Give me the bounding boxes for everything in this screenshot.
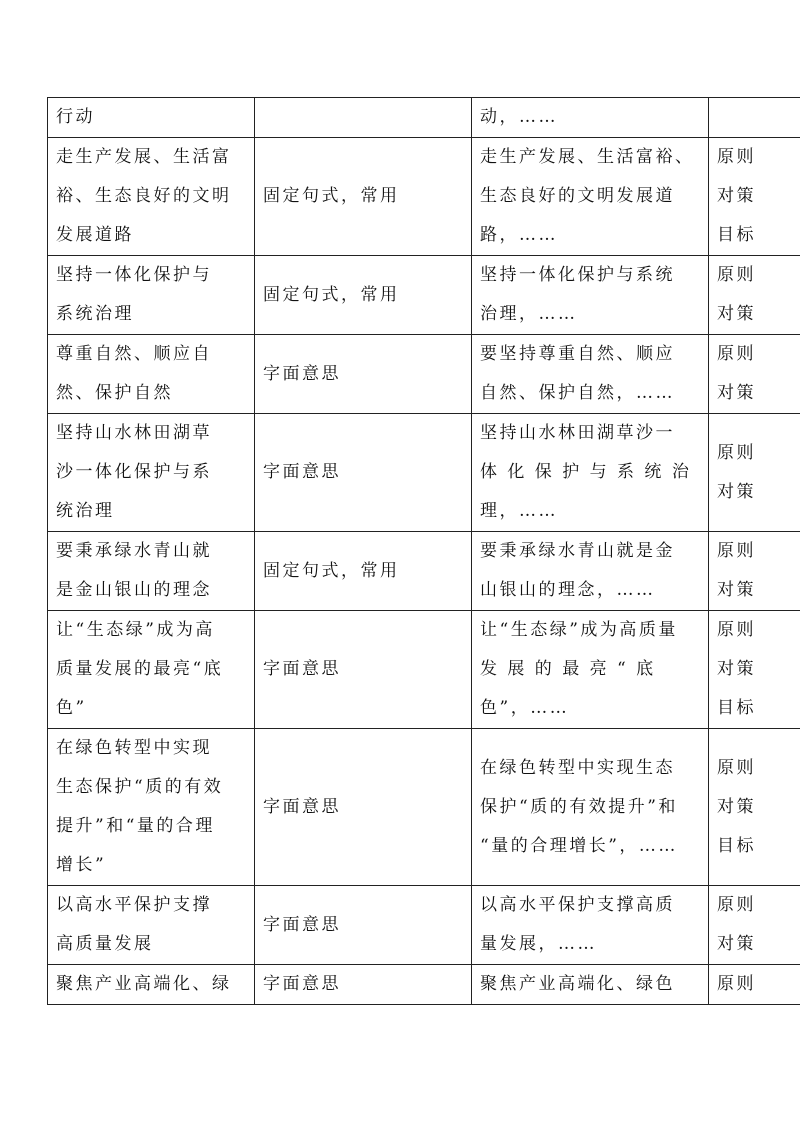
phrase-cell: 在绿色转型中实现 生态保护“质的有效 提升”和“量的合理 增长”: [48, 729, 255, 886]
expansion-cell: 动，……: [472, 98, 709, 138]
phrase-cell: 以高水平保护支撑 高质量发展: [48, 886, 255, 965]
function-cell: 原则 对策: [709, 335, 800, 414]
expansion-cell: 以高水平保护支撑高质 量发展，……: [472, 886, 709, 965]
table-row: [48, 138, 800, 256]
phrase-cell: 聚焦产业高端化、绿: [48, 965, 255, 1005]
expansion-cell: 在绿色转型中实现生态 保护“质的有效提升”和 “量的合理增长”，……: [472, 729, 709, 886]
expansion-cell: 要秉承绿水青山就是金 山银山的理念，……: [472, 532, 709, 611]
content-table: [47, 97, 800, 1005]
expansion-cell: 要坚持尊重自然、顺应 自然、保护自然，……: [472, 335, 709, 414]
expansion-cell: 坚持山水林田湖草沙一 体 化 保 护 与 系 统 治 理，……: [472, 414, 709, 532]
usage-type-cell: 固定句式，常用: [255, 532, 472, 611]
expansion-cell: 让“生态绿”成为高质量 发 展 的 最 亮 “ 底 色”，……: [472, 611, 709, 729]
phrase-cell: 行动: [48, 98, 255, 138]
expansion-cell: 坚持一体化保护与系统 治理，……: [472, 256, 709, 335]
usage-type-cell: 字面意思: [255, 335, 472, 414]
function-cell: 原则 对策 目标: [709, 611, 800, 729]
usage-type-cell: [255, 98, 472, 138]
phrase-cell: 坚持山水林田湖草 沙一体化保护与系 统治理: [48, 414, 255, 532]
function-cell: 原则 对策: [709, 414, 800, 532]
table-row: [48, 532, 800, 611]
table-row: [48, 98, 800, 138]
table-row: [48, 335, 800, 414]
usage-type-cell: 固定句式，常用: [255, 256, 472, 335]
usage-type-cell: 字面意思: [255, 965, 472, 1005]
expansion-cell: 走生产发展、生活富裕、 生态良好的文明发展道 路，……: [472, 138, 709, 256]
function-cell: [709, 98, 800, 138]
phrase-cell: 要秉承绿水青山就 是金山银山的理念: [48, 532, 255, 611]
phrase-cell: 坚持一体化保护与 系统治理: [48, 256, 255, 335]
function-cell: 原则 对策: [709, 886, 800, 965]
function-cell: 原则 对策: [709, 256, 800, 335]
function-cell: 原则 对策 目标: [709, 138, 800, 256]
function-cell: 原则 对策 目标: [709, 729, 800, 886]
phrase-cell: 尊重自然、顺应自 然、保护自然: [48, 335, 255, 414]
usage-type-cell: 固定句式，常用: [255, 138, 472, 256]
table-row: [48, 256, 800, 335]
table-row: [48, 729, 800, 886]
table-row: [48, 886, 800, 965]
usage-type-cell: 字面意思: [255, 729, 472, 886]
usage-type-cell: 字面意思: [255, 611, 472, 729]
phrase-cell: 走生产发展、生活富 裕、生态良好的文明 发展道路: [48, 138, 255, 256]
usage-type-cell: 字面意思: [255, 886, 472, 965]
table-row: [48, 965, 800, 1005]
usage-type-cell: 字面意思: [255, 414, 472, 532]
function-cell: 原则 对策: [709, 532, 800, 611]
expansion-cell: 聚焦产业高端化、绿色: [472, 965, 709, 1005]
table-row: [48, 414, 800, 532]
table-row: [48, 611, 800, 729]
function-cell: 原则: [709, 965, 800, 1005]
phrase-cell: 让“生态绿”成为高 质量发展的最亮“底 色”: [48, 611, 255, 729]
